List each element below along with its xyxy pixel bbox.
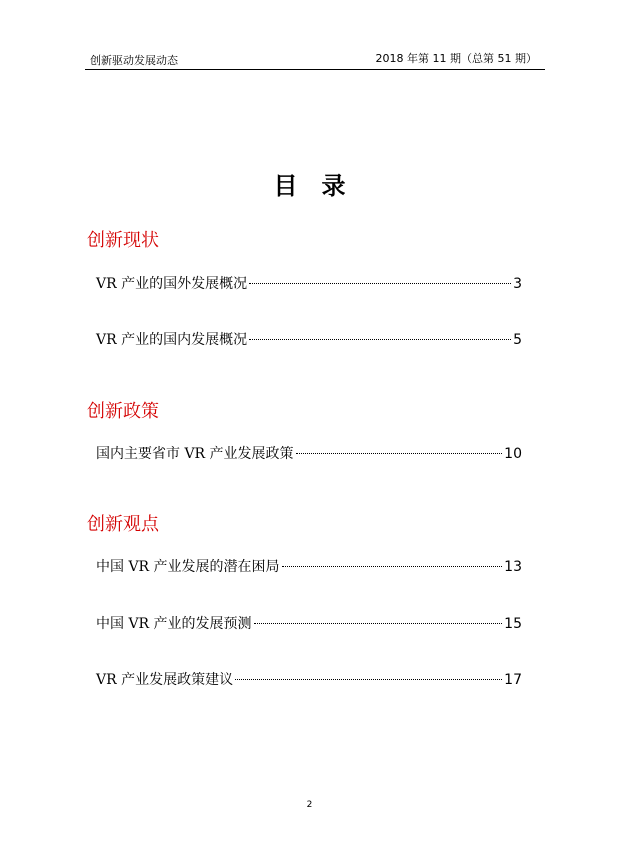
toc-entry-title: 中国 VR 产业的发展预测 [96,616,252,632]
toc-entry-page: 15 [504,616,522,632]
section-heading-innovation-policy: 创新政策 [87,401,159,422]
toc-entry-title: 中国 VR 产业发展的潜在困局 [96,559,280,575]
toc-leader-dots [249,283,511,284]
toc-entry-page: 5 [513,332,522,348]
toc-leader-dots [235,679,502,680]
toc-entry[interactable] [96,443,522,463]
toc-title: 目录 [273,172,370,200]
toc-entry[interactable] [96,556,522,576]
toc-entry-page: 10 [504,446,522,462]
toc-entry-page: 13 [504,559,522,575]
toc-leader-dots [282,566,503,567]
toc-entry-title: 国内主要省市 VR 产业发展政策 [96,446,294,462]
toc-entry-page: 17 [504,672,522,688]
toc-entry[interactable] [96,669,522,689]
toc-entry-title: VR 产业的国外发展概况 [96,276,248,292]
toc-entry[interactable] [96,273,522,293]
toc-leader-dots [296,453,503,454]
toc-leader-dots [254,623,503,624]
toc-entry-title: VR 产业发展政策建议 [96,672,234,688]
section-heading-innovation-status: 创新现状 [87,230,159,251]
page-number: 2 [306,800,313,810]
header-publication-name: 创新驱动发展动态 [90,54,178,67]
header-divider [85,69,545,70]
toc-leader-dots [249,339,511,340]
toc-entry-page: 3 [513,276,522,292]
toc-entry[interactable] [96,613,522,633]
header-issue-info: 2018 年第 11 期（总第 51 期） [375,52,537,65]
toc-entry[interactable] [96,329,522,349]
section-heading-innovation-views: 创新观点 [87,514,159,535]
toc-entry-title: VR 产业的国内发展概况 [96,332,248,348]
